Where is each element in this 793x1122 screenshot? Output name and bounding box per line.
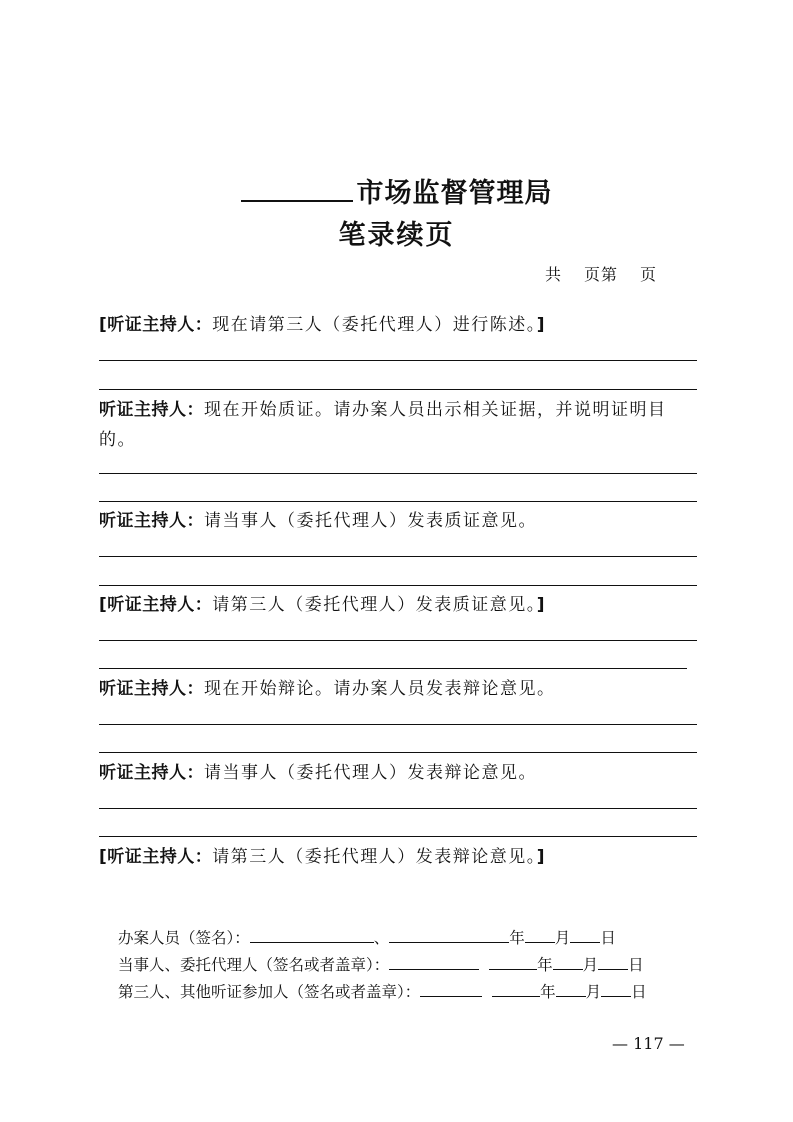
answer-line[interactable]: [99, 724, 697, 725]
year-label: 年: [509, 929, 525, 947]
month-blank[interactable]: [553, 953, 583, 970]
month-label: 月: [585, 983, 602, 1001]
answer-line[interactable]: [99, 585, 697, 586]
answer-line[interactable]: [99, 389, 697, 390]
bracket-open: [: [99, 595, 108, 615]
bracket-close: ]: [536, 315, 546, 335]
section-text: 现在开始辩论。请办案人员发表辩论意见。: [204, 679, 556, 699]
day-blank[interactable]: [601, 980, 631, 997]
month-label: 月: [582, 956, 599, 974]
section-4: [99, 590, 697, 620]
month-blank[interactable]: [556, 980, 586, 997]
month-label: 月: [554, 929, 571, 947]
month-blank[interactable]: [525, 926, 555, 943]
staff-signature-blank[interactable]: [389, 926, 509, 943]
party-signature-row: [118, 953, 644, 976]
speaker-label: 听证主持人：: [99, 511, 204, 531]
section-5: [99, 674, 697, 704]
day-label: 日: [631, 983, 647, 1001]
section-7: [99, 842, 697, 872]
bracket-open: [: [99, 847, 108, 867]
speaker-label: 听证主持人：: [99, 400, 204, 420]
day-blank[interactable]: [598, 953, 628, 970]
section-text: 请当事人（委托代理人）发表质证意见。: [204, 511, 537, 531]
page-word: 页第: [584, 265, 619, 284]
year-blank[interactable]: [489, 953, 537, 970]
section-1: [99, 310, 697, 340]
section-3: [99, 506, 697, 536]
section-6: [99, 758, 697, 788]
answer-line[interactable]: [99, 640, 697, 641]
section-text: 现在开始质证。请办案人员出示相关证据，并说明证明目的。: [99, 400, 667, 450]
bracket-open: [: [99, 315, 108, 335]
doc-title: 笔录续页: [338, 220, 455, 251]
year-label: 年: [540, 983, 556, 1001]
speaker-label: 听证主持人：: [107, 847, 213, 867]
answer-line[interactable]: [99, 836, 697, 837]
day-label: 日: [600, 929, 616, 947]
page-total-label: 共: [545, 265, 563, 284]
staff-label: 办案人员（签名）：: [118, 929, 250, 947]
day-label: 日: [628, 956, 644, 974]
staff-signature-row: [118, 926, 616, 949]
org-name-blank[interactable]: [241, 172, 353, 202]
separator: 、: [373, 929, 390, 947]
party-signature-blank[interactable]: [389, 953, 479, 970]
party-label: 当事人、委托代理人（签名或者盖章）：: [118, 956, 390, 974]
section-text: 请第三人（委托代理人）发表质证意见。: [212, 595, 537, 615]
third-party-label: 第三人、其他听证参加人（签名或者盖章）：: [118, 983, 421, 1001]
year-label: 年: [537, 956, 553, 974]
bracket-close: ]: [536, 847, 546, 867]
org-title: [0, 172, 793, 214]
document-title: [0, 172, 793, 256]
speaker-label: 听证主持人：: [107, 595, 213, 615]
answer-line[interactable]: [99, 360, 697, 361]
page-number: — 117 —: [612, 1034, 685, 1053]
section-2: [99, 395, 697, 455]
speaker-label: 听证主持人：: [107, 315, 213, 335]
section-text: 请第三人（委托代理人）发表辩论意见。: [212, 847, 537, 867]
section-text: 请当事人（委托代理人）发表辩论意见。: [204, 763, 537, 783]
answer-line[interactable]: [99, 473, 697, 474]
answer-line[interactable]: [99, 668, 687, 669]
speaker-label: 听证主持人：: [99, 679, 204, 699]
answer-line[interactable]: [99, 808, 697, 809]
day-blank[interactable]: [570, 926, 600, 943]
speaker-label: 听证主持人：: [99, 763, 204, 783]
year-blank[interactable]: [492, 980, 540, 997]
answer-line[interactable]: [99, 556, 697, 557]
page-end: 页: [640, 265, 658, 284]
answer-line[interactable]: [99, 501, 697, 502]
third-party-signature-blank[interactable]: [420, 980, 482, 997]
bracket-close: ]: [536, 595, 546, 615]
section-text: 现在请第三人（委托代理人）进行陈述。: [212, 315, 537, 335]
answer-line[interactable]: [99, 752, 697, 753]
org-suffix: 市场监督管理局: [356, 178, 553, 209]
page-count: [545, 262, 657, 285]
staff-signature-blank[interactable]: [250, 926, 374, 943]
third-party-signature-row: [118, 980, 647, 1003]
